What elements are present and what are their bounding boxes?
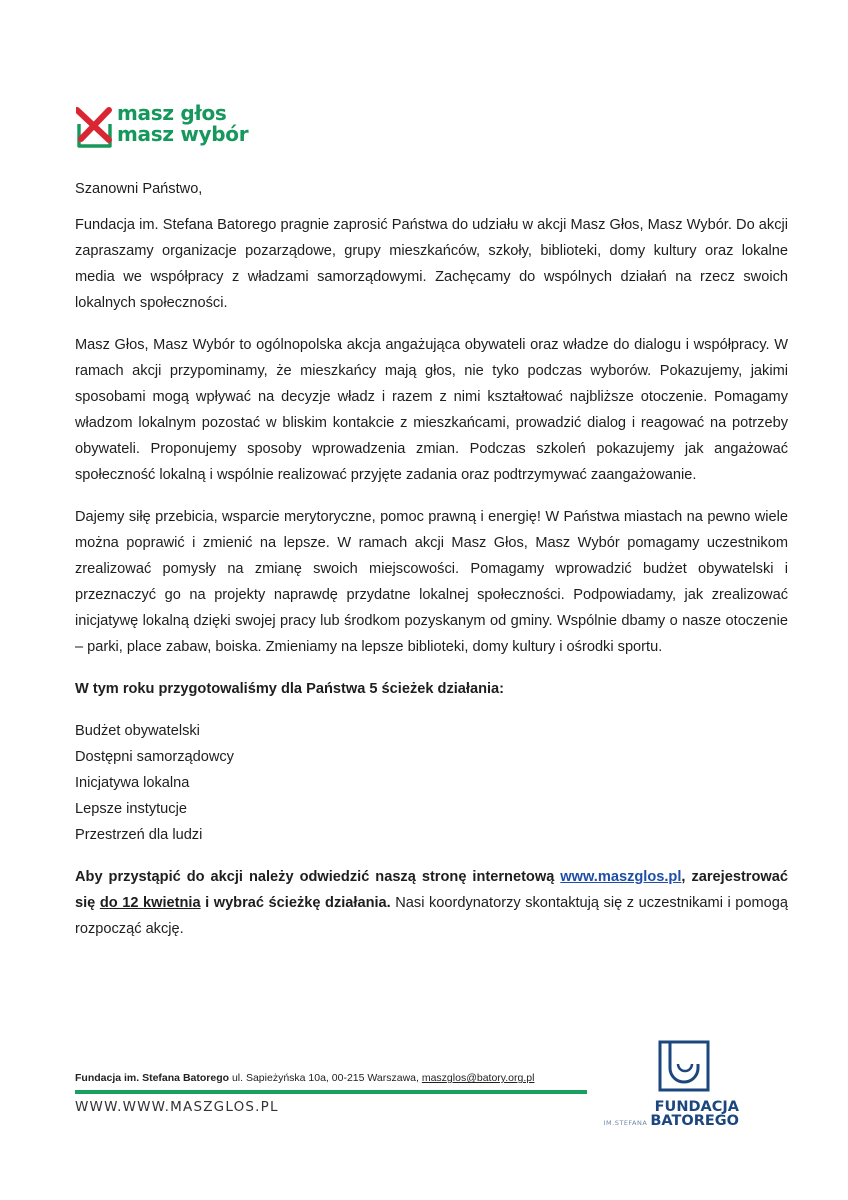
- footer-website[interactable]: WWW.WWW.MASZGLOS.PL: [75, 1099, 279, 1115]
- fundacja-batorego-emblem-icon: [658, 1040, 710, 1092]
- foundation-line-2-wrap: [604, 1114, 739, 1130]
- path-item-przestrzen: Przestrzeń dla ludzi: [75, 827, 203, 843]
- paragraph-support: Dajemy siłę przebicia, wsparcie merytoryczne, pomoc prawną i energię! W Państwa miastach na pewno wiele można poprawić i zmienić na lepsze. W ramach akcji Masz Głos, Masz Wybór pomagamy uczestnikom zrealizować pomysły na zmianę swoich miejscowości. Pomagamy wprowadzić budżet obywatelski i przeznaczyć go na projekty naprawdę przydatne lokalnej społeczności. Podpowiadamy, jak zrealizować inicjatywę lokalną dzięki swojej pracy lub środkom pozyskanym od gminy. Wspólnie dbamy o nasze otoczenie – parki, place zabaw, boiska. Zmieniamy na lepsze biblioteki, domy kultury i ośrodki sportu.: [75, 509, 788, 655]
- cta-text-1: Aby przystąpić do akcji należy odwiedzić naszą stronę internetową: [75, 869, 555, 885]
- paragraph-about: Masz Głos, Masz Wybór to ogólnopolska akcja angażująca obywateli oraz władze do dialogu i współpracy. W ramach akcji przypominamy, że mieszkańcy mają głos, nie tyko podczas wyborów. Pokazujemy, jakimi sposobami mogą wpływać na decyzje władz i razem z nimi kształtować najbliższe otoczenie. Pomagamy władzom lokalnym pozostać w bliskim kontakcie z mieszkańcami, prowadzić dialog i reagować na potrzeby obywateli. Proponujemy sposoby wprowadzenia zmian. Podczas szkoleń pokazujemy jak angażować społeczność lokalną i wspólnie realizować przyjęte zadania oraz podtrzymywać zaangażowanie.: [75, 337, 788, 483]
- deadline: do 12 kwietnia: [99, 895, 201, 911]
- cta-text-3: i wybrać ścieżkę działania.: [205, 895, 391, 911]
- cta-text-2: , zarejestrować się: [75, 869, 788, 911]
- foundation-prefix: IM.STEFANA: [603, 1119, 648, 1127]
- paths-heading: W tym roku przygotowaliśmy dla Państwa 5 ścieżek działania:: [75, 681, 505, 697]
- masz-glos-logo: [76, 101, 256, 152]
- path-item-inicjatywa: Inicjatywa lokalna: [75, 775, 190, 791]
- path-item-samorzadowcy: Dostępni samorządowcy: [75, 749, 234, 765]
- call-to-action: [75, 864, 788, 942]
- logo-wordmark: [117, 103, 248, 145]
- footer-email[interactable]: maszglos@batory.org.pl: [421, 1072, 535, 1084]
- foundation-logo-text: [604, 1100, 739, 1130]
- logo-line-2: masz wybór: [117, 122, 249, 146]
- path-item-budzet: Budżet obywatelski: [75, 723, 200, 739]
- path-item-instytucje: Lepsze instytucje: [75, 801, 187, 817]
- website-link[interactable]: www.maszglos.pl: [560, 869, 682, 885]
- footer-org: Fundacja im. Stefana Batorego: [75, 1072, 230, 1084]
- letter-body: [75, 176, 788, 942]
- foundation-line-1: FUNDACJA: [654, 1099, 739, 1115]
- logo-line-1: masz głos: [117, 101, 227, 125]
- footer-street: ul. Sapieżyńska 10a, 00-215 Warszawa,: [231, 1072, 419, 1084]
- paragraph-intro: Fundacja im. Stefana Batorego pragnie zaprosić Państwa do udziału w akcji Masz Głos, Masz Wybór. Do akcji zapraszamy organizacje pozarządowe, grupy mieszkańców, szkoły, biblioteki, domy kultury oraz lokalne media we współpracy z władzami samorządowymi. Zachęcamy do wspólnych działań na rzecz swoich lokalnych społeczności.: [75, 217, 788, 311]
- paths-list: [75, 718, 788, 848]
- foundation-line-2: BATOREGO: [650, 1113, 739, 1129]
- cta-text-4: Nasi koordynatorzy skontaktują się z uczestnikami i pomogą rozpocząć akcję.: [75, 895, 788, 937]
- greeting: Szanowni Państwo,: [75, 181, 203, 197]
- ballot-box-x-icon: [76, 106, 118, 150]
- footer-address: [75, 1072, 534, 1084]
- footer-divider: [75, 1090, 587, 1094]
